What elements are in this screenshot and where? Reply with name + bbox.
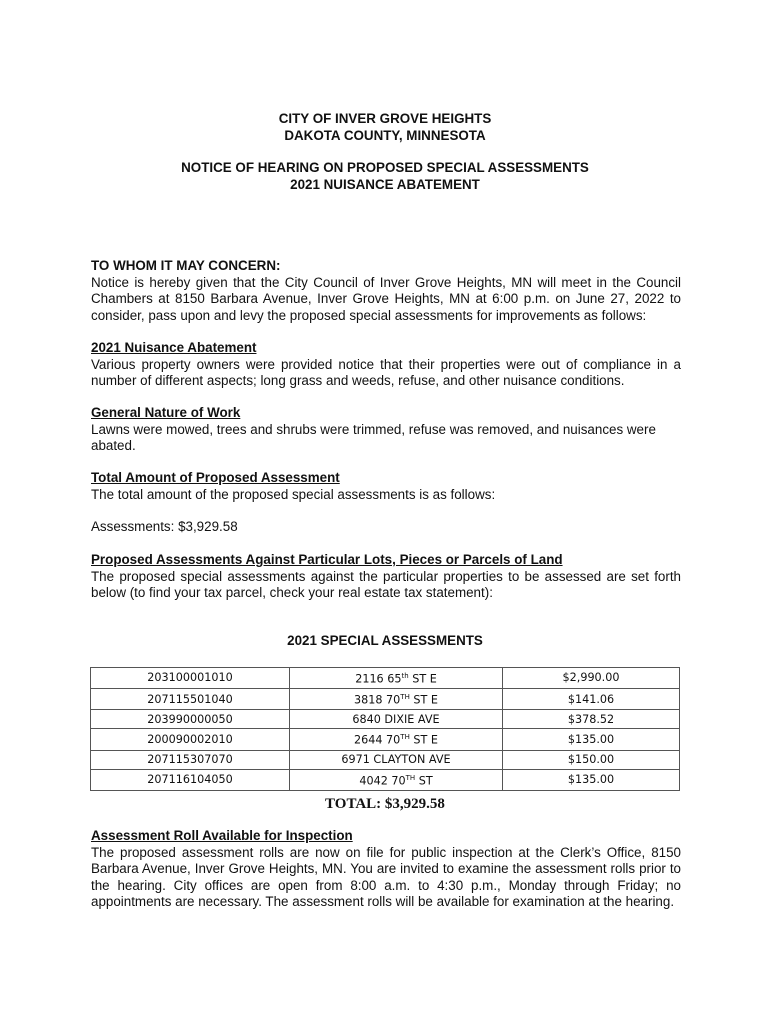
amount-cell: $378.52 <box>503 710 680 729</box>
assessments-total: TOTAL: $3,929.58 <box>325 796 445 812</box>
roll-body: The proposed assessment rolls are now on file for public inspection at the Clerk’s Office, 8150 Barbara Avenue, Inver Grove Heights, MN. You are invited to examine the assessment rolls prior to the hearing. City offices are open from 8:00 a.m. to 4:30 p.m., Monday through Friday; no appointments are necessary. The assessment rolls will be available for examination at the hearing. <box>91 844 681 910</box>
assessments-table-body <box>91 668 680 791</box>
address-number: 4042 70 <box>359 774 406 788</box>
table-row <box>91 710 680 729</box>
amount-cell: $2,990.00 <box>503 668 680 689</box>
address-cell <box>290 729 503 750</box>
address-cell <box>290 689 503 710</box>
parcel-id-cell: 203100001010 <box>91 668 290 689</box>
address-ordinal-suffix: TH <box>400 693 410 702</box>
work-section <box>91 405 681 455</box>
assessments-table-title: 2021 SPECIAL ASSESSMENTS <box>287 633 483 648</box>
address-street: ST E <box>408 672 437 686</box>
total-amount-heading: Total Amount of Proposed Assessment <box>91 470 340 485</box>
address-number: 2116 65 <box>355 672 402 686</box>
nuisance-section <box>91 340 681 390</box>
work-heading: General Nature of Work <box>91 405 241 420</box>
city-name: CITY OF INVER GROVE HEIGHTS <box>278 111 492 126</box>
nuisance-body: Various property owners were provided notice that their properties were out of compliance in a number of different aspects; long grass and weeds, refuse, and other nuisance conditions. <box>91 356 681 389</box>
notice-subtitle: 2021 NUISANCE ABATEMENT <box>290 177 480 192</box>
address-cell <box>290 750 503 769</box>
address-cell <box>290 668 503 689</box>
parcel-id-cell: 207115307070 <box>91 750 290 769</box>
work-body: Lawns were mowed, trees and shrubs were trimmed, refuse was removed, and nuisances were abated. <box>91 421 656 454</box>
address-number: 6971 CLAYTON AVE <box>341 752 451 766</box>
address-street: ST <box>415 774 433 788</box>
address-number: 2644 70 <box>354 734 401 748</box>
address-ordinal-suffix: TH <box>405 773 416 782</box>
salutation: TO WHOM IT MAY CONCERN: <box>91 258 281 273</box>
parcel-id-cell: 200090002010 <box>91 729 290 750</box>
address-number: 6840 DIXIE AVE <box>352 712 440 726</box>
table-row <box>91 668 680 689</box>
address-ordinal-suffix: TH <box>400 733 410 742</box>
roll-section <box>91 828 681 911</box>
intro-section <box>91 258 681 324</box>
address-number: 3818 70 <box>354 693 401 707</box>
roll-heading: Assessment Roll Available for Inspection <box>91 828 353 843</box>
parcel-id-cell: 207116104050 <box>91 769 290 790</box>
address-street: ST E <box>409 693 438 707</box>
parcels-section <box>91 552 681 602</box>
total-amount-section <box>91 470 681 536</box>
intro-body: Notice is hereby given that the City Council of Inver Grove Heights, MN will meet in the Council Chambers at 8150 Barbara Avenue, Inver Grove Heights, MN at 6:00 p.m. on June 27, 2022 to consider, pass upon and levy the proposed special assessments for improvements as follows: <box>91 274 681 323</box>
table-row <box>91 729 680 750</box>
address-cell <box>290 710 503 729</box>
address-cell <box>290 769 503 790</box>
assessments-table <box>90 667 680 791</box>
assessments-line: Assessments: $3,929.58 <box>91 519 238 535</box>
total-amount-body: The total amount of the proposed special assessments is as follows: <box>91 486 496 502</box>
county-name: DAKOTA COUNTY, MINNESOTA <box>284 128 486 143</box>
table-row <box>91 750 680 769</box>
table-row <box>91 769 680 790</box>
amount-cell: $150.00 <box>503 750 680 769</box>
table-row <box>91 689 680 710</box>
notice-title: NOTICE OF HEARING ON PROPOSED SPECIAL ASSESSMENTS <box>181 160 589 175</box>
nuisance-heading: 2021 Nuisance Abatement <box>91 340 257 355</box>
amount-cell: $135.00 <box>503 729 680 750</box>
parcels-heading: Proposed Assessments Against Particular Lots, Pieces or Parcels of Land <box>91 552 563 567</box>
parcel-id-cell: 207115501040 <box>91 689 290 710</box>
parcels-body: The proposed special assessments against the particular properties to be assessed are set forth below (to find your tax parcel, check your real estate tax statement): <box>91 568 681 601</box>
amount-cell: $141.06 <box>503 689 680 710</box>
address-street: ST E <box>409 734 438 748</box>
address-ordinal-suffix: th <box>401 672 409 680</box>
parcel-id-cell: 203990000050 <box>91 710 290 729</box>
amount-cell: $135.00 <box>503 769 680 790</box>
